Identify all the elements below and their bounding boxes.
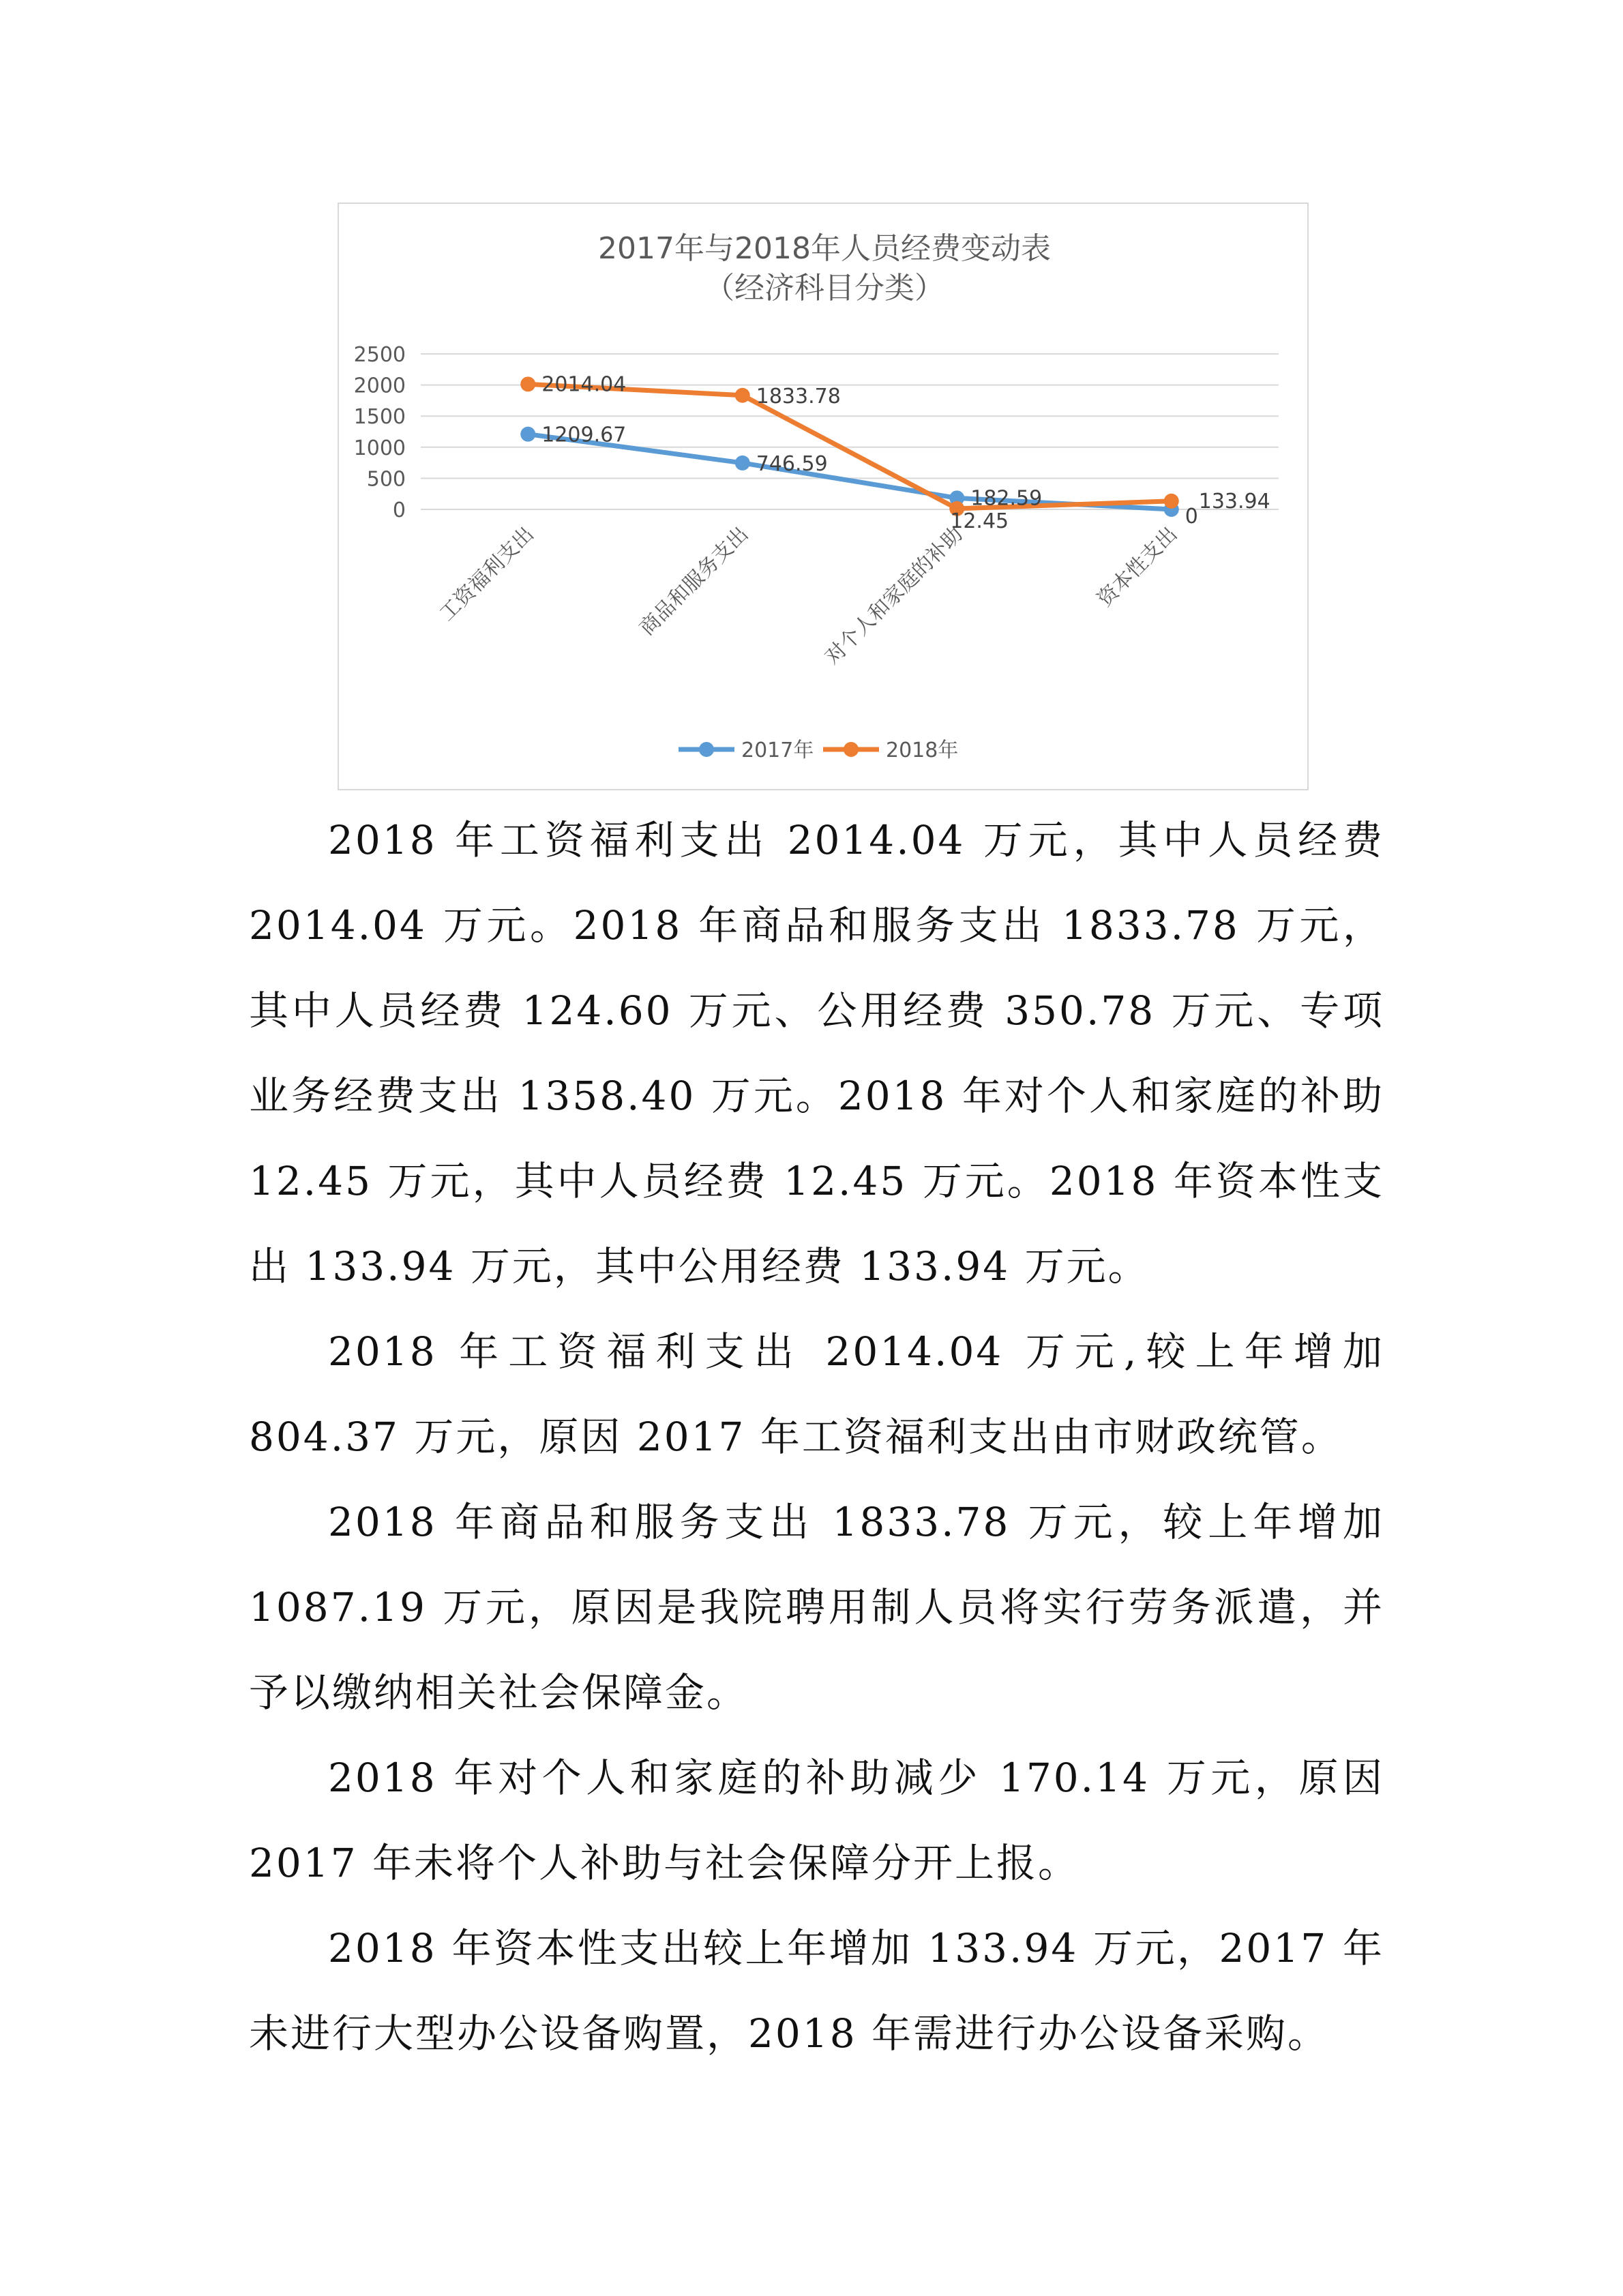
y-tick-label: 0 xyxy=(392,498,406,522)
legend-label: 2017年 xyxy=(741,739,814,762)
y-tick-label: 2500 xyxy=(353,343,406,367)
x-tick-label: 工资福利支出 xyxy=(434,522,539,626)
legend-marker xyxy=(844,742,859,757)
y-tick-label: 1500 xyxy=(353,405,406,430)
x-tick-label: 对个人和家庭的补助 xyxy=(820,522,968,670)
line-chart xyxy=(338,203,1309,790)
data-label: 746.59 xyxy=(756,451,828,476)
y-axis-ticks xyxy=(354,343,406,522)
chart-canvas xyxy=(339,204,1310,792)
x-tick-label: 资本性支出 xyxy=(1092,522,1182,612)
paragraph-salary-change: 2018 年工资福利支出 2014.04 万元,较上年增加 804.37 万元，原因 2017 年工资福利支出由市财政统管。 xyxy=(249,1328,1384,1460)
y-tick-label: 500 xyxy=(366,467,406,492)
paragraph-capital-change: 2018 年资本性支出较上年增加 133.94 万元，2017 年未进行大型办公设备购置，2018 年需进行办公设备采购。 xyxy=(249,1925,1384,2057)
data-label: 133.94 xyxy=(1198,489,1270,513)
y-tick-label: 1000 xyxy=(353,436,406,460)
data-point xyxy=(520,427,535,442)
paragraph-subsidy-change: 2018 年对个人和家庭的补助减少 170.14 万元，原因 2017 年未将个人补助与社会保障分开上报。 xyxy=(249,1755,1384,1886)
data-label: 182.59 xyxy=(970,486,1043,511)
data-point xyxy=(1164,494,1179,509)
legend-marker xyxy=(699,742,714,757)
data-label: 2014.04 xyxy=(541,372,627,397)
paragraph-goods-services-change: 2018 年商品和服务支出 1833.78 万元，较上年增加 1087.19 万元，原因是我院聘用制人员将实行劳务派遣，并予以缴纳相关社会保障金。 xyxy=(249,1499,1384,1716)
y-tick-label: 2000 xyxy=(353,374,406,398)
chart-legend xyxy=(679,739,958,762)
data-label: 12.45 xyxy=(950,509,1009,533)
data-point xyxy=(520,376,535,391)
chart-subtitle: （经济科目分类） xyxy=(704,271,944,305)
data-label: 1209.67 xyxy=(541,423,627,447)
x-axis-ticks xyxy=(435,522,1182,670)
chart-title: 2017年与2018年人员经费变动表 xyxy=(598,231,1051,266)
body-text xyxy=(249,798,1384,2076)
data-point xyxy=(735,456,750,471)
legend-label: 2018年 xyxy=(886,739,959,762)
data-label: 1833.78 xyxy=(756,384,841,408)
paragraph-expenditure-summary: 2018 年工资福利支出 2014.04 万元，其中人员经费 2014.04 万元。2018 年商品和服务支出 1833.78 万元，其中人员经费 124.60 万元、公用经费 350.78 万元、专项业务经费支出 1358.40 万元。2018 年对个人和家庭的补助 12.45 万元，其中人员经费 12.45 万元。2018 年资本性支出 133.94 万元，其中公用经费 133.94 万元。 xyxy=(249,817,1384,1289)
data-label: 0 xyxy=(1185,505,1198,528)
data-point xyxy=(735,388,750,403)
x-tick-label: 商品和服务支出 xyxy=(635,522,754,641)
